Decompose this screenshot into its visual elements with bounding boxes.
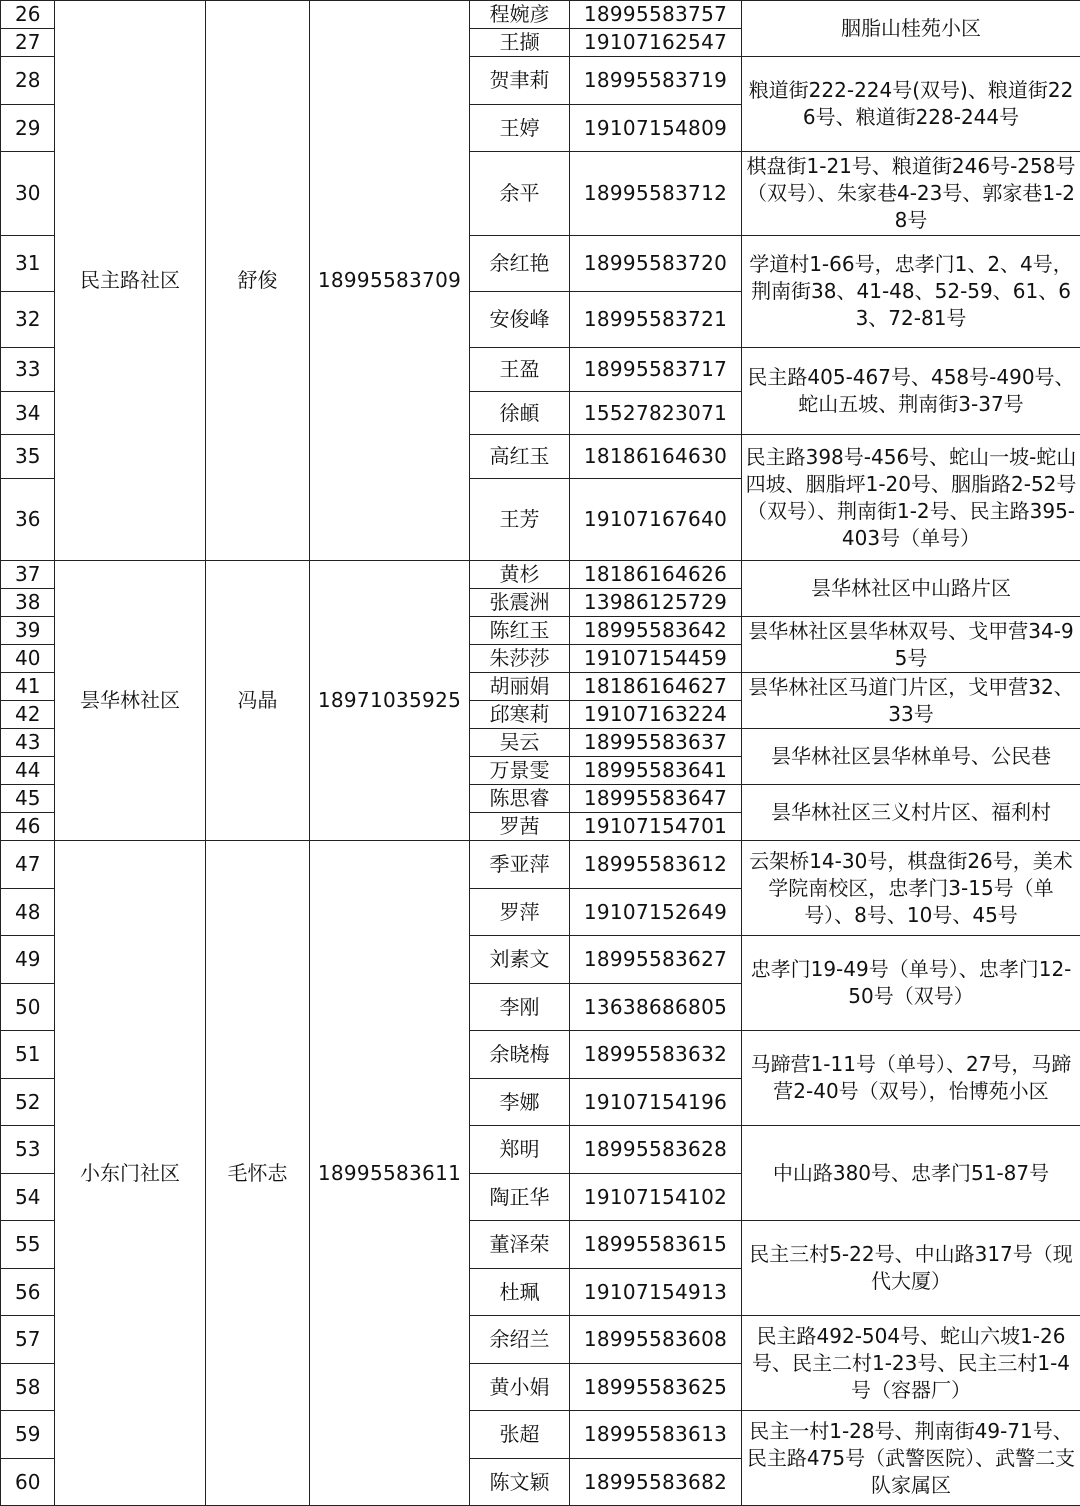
- grid-member-phone: 19107154459: [570, 645, 742, 673]
- row-number: 30: [1, 152, 55, 236]
- grid-member-phone: 18995583719: [570, 57, 742, 105]
- grid-member-name: 邱寒莉: [470, 701, 570, 729]
- grid-member-phone: 19107154913: [570, 1269, 742, 1316]
- community-leader: 冯晶: [206, 561, 310, 841]
- row-number: 42: [1, 701, 55, 729]
- grid-member-phone: 18995583612: [570, 841, 742, 889]
- grid-member-phone: 19107167640: [570, 479, 742, 561]
- grid-member-name: 余平: [470, 152, 570, 236]
- leader-phone: 18995583709: [310, 1, 470, 561]
- row-number: 54: [1, 1174, 55, 1221]
- grid-member-phone: 13986125729: [570, 589, 742, 617]
- grid-member-phone: 18995583712: [570, 152, 742, 236]
- grid-member-name: 余红艳: [470, 236, 570, 292]
- service-area: 民主一村1-28号、荆南街49-71号、民主路475号（武警医院）、武警二支队家属区: [742, 1411, 1080, 1506]
- grid-member-phone: 18995583642: [570, 617, 742, 645]
- service-area: 昙华林社区昙华林单号、公民巷: [742, 729, 1080, 785]
- grid-member-name: 郑明: [470, 1126, 570, 1174]
- grid-member-name: 刘素文: [470, 936, 570, 984]
- row-number: 40: [1, 645, 55, 673]
- grid-member-phone: 18995583647: [570, 785, 742, 813]
- grid-member-name: 陈红玉: [470, 617, 570, 645]
- community-leader: 毛怀志: [206, 841, 310, 1506]
- grid-member-phone: 18995583637: [570, 729, 742, 757]
- grid-member-name: 张超: [470, 1411, 570, 1459]
- grid-member-name: 黄小娟: [470, 1364, 570, 1411]
- grid-member-name: 程婉彦: [470, 1, 570, 29]
- service-area: 马蹄营1-11号（单号）、27号，马蹄营2-40号（双号），怡博苑小区: [742, 1031, 1080, 1126]
- row-number: 48: [1, 889, 55, 936]
- grid-member-name: 贺聿莉: [470, 57, 570, 105]
- row-number: 33: [1, 348, 55, 392]
- grid-member-name: 李刚: [470, 984, 570, 1031]
- service-area: 昙华林社区马道门片区，戈甲营32、33号: [742, 673, 1080, 729]
- grid-member-name: 罗茜: [470, 813, 570, 841]
- row-number: 32: [1, 292, 55, 348]
- grid-member-name: 董泽荣: [470, 1221, 570, 1269]
- service-area: 棋盘街1-21号、粮道街246号-258号（双号）、朱家巷4-23号、郭家巷1-28号: [742, 152, 1080, 236]
- row-number: 35: [1, 435, 55, 479]
- grid-member-name: 余绍兰: [470, 1316, 570, 1364]
- grid-member-name: 安俊峰: [470, 292, 570, 348]
- row-number: 49: [1, 936, 55, 984]
- grid-member-phone: 19107154196: [570, 1079, 742, 1126]
- grid-member-name: 万景雯: [470, 757, 570, 785]
- table-row: [1, 1, 1080, 29]
- grid-member-phone: 18186164626: [570, 561, 742, 589]
- row-number: 53: [1, 1126, 55, 1174]
- row-number: 34: [1, 392, 55, 435]
- grid-member-phone: 18186164627: [570, 673, 742, 701]
- row-number: 27: [1, 29, 55, 57]
- grid-member-name: 徐頔: [470, 392, 570, 435]
- grid-member-phone: 13638686805: [570, 984, 742, 1031]
- grid-member-phone: 19107162547: [570, 29, 742, 57]
- row-number: 44: [1, 757, 55, 785]
- grid-member-name: 陈思睿: [470, 785, 570, 813]
- leader-phone: 18995583611: [310, 841, 470, 1506]
- service-area: 民主三村5-22号、中山路317号（现代大厦）: [742, 1221, 1080, 1316]
- row-number: 51: [1, 1031, 55, 1079]
- grid-member-phone: 18995583628: [570, 1126, 742, 1174]
- service-area: 民主路492-504号、蛇山六坡1-26号、民主二村1-23号、民主三村1-4号（容器厂）: [742, 1316, 1080, 1411]
- grid-member-name: 王撷: [470, 29, 570, 57]
- grid-member-phone: 19107152649: [570, 889, 742, 936]
- grid-member-phone: 18995583615: [570, 1221, 742, 1269]
- grid-member-phone: 19107154701: [570, 813, 742, 841]
- grid-member-phone: 18995583641: [570, 757, 742, 785]
- row-number: 28: [1, 57, 55, 105]
- row-number: 47: [1, 841, 55, 889]
- row-number: 31: [1, 236, 55, 292]
- grid-member-name: 王芳: [470, 479, 570, 561]
- grid-member-name: 王盈: [470, 348, 570, 392]
- grid-member-phone: 19107163224: [570, 701, 742, 729]
- community-name: 昙华林社区: [55, 561, 206, 841]
- grid-member-name: 陶正华: [470, 1174, 570, 1221]
- service-area: 云架桥14-30号，棋盘街26号，美术学院南校区，忠孝门3-15号（单号）、8号、10号、45号: [742, 841, 1080, 936]
- grid-member-phone: 18995583627: [570, 936, 742, 984]
- service-area: 民主路405-467号、458号-490号、蛇山五坡、荆南街3-37号: [742, 348, 1080, 435]
- community-leader: 舒俊: [206, 1, 310, 561]
- grid-member-name: 高红玉: [470, 435, 570, 479]
- grid-member-name: 胡丽娟: [470, 673, 570, 701]
- grid-member-name: 王婷: [470, 105, 570, 152]
- row-number: 57: [1, 1316, 55, 1364]
- grid-member-phone: 18995583608: [570, 1316, 742, 1364]
- grid-member-name: 黄杉: [470, 561, 570, 589]
- row-number: 55: [1, 1221, 55, 1269]
- row-number: 60: [1, 1459, 55, 1506]
- leader-phone: 18971035925: [310, 561, 470, 841]
- service-area: 中山路380号、忠孝门51-87号: [742, 1126, 1080, 1221]
- service-area: 昙华林社区三义村片区、福利村: [742, 785, 1080, 841]
- grid-member-name: 余晓梅: [470, 1031, 570, 1079]
- row-number: 56: [1, 1269, 55, 1316]
- row-number: 45: [1, 785, 55, 813]
- grid-member-phone: 18186164630: [570, 435, 742, 479]
- service-area: 忠孝门19-49号（单号）、忠孝门12-50号（双号）: [742, 936, 1080, 1031]
- row-number: 59: [1, 1411, 55, 1459]
- grid-member-phone: 18995583720: [570, 236, 742, 292]
- service-area: 胭脂山桂苑小区: [742, 1, 1080, 57]
- grid-member-phone: 18995583625: [570, 1364, 742, 1411]
- table-row: [1, 561, 1080, 589]
- grid-member-phone: 18995583632: [570, 1031, 742, 1079]
- row-number: 46: [1, 813, 55, 841]
- row-number: 50: [1, 984, 55, 1031]
- community-name: 小东门社区: [55, 841, 206, 1506]
- grid-member-phone: 18995583757: [570, 1, 742, 29]
- grid-member-phone: 18995583721: [570, 292, 742, 348]
- service-area: 学道村1-66号，忠孝门1、2、4号，荆南街38、41-48、52-59、61、63、72-81号: [742, 236, 1080, 348]
- grid-member-name: 李娜: [470, 1079, 570, 1126]
- service-area: 粮道街222-224号(双号)、粮道街226号、粮道街228-244号: [742, 57, 1080, 152]
- row-number: 43: [1, 729, 55, 757]
- community-name: 民主路社区: [55, 1, 206, 561]
- row-number: 37: [1, 561, 55, 589]
- grid-member-name: 张震洲: [470, 589, 570, 617]
- row-number: 52: [1, 1079, 55, 1126]
- grid-member-phone: 19107154809: [570, 105, 742, 152]
- grid-member-phone: 15527823071: [570, 392, 742, 435]
- grid-member-name: 陈文颖: [470, 1459, 570, 1506]
- grid-member-name: 朱莎莎: [470, 645, 570, 673]
- row-number: 58: [1, 1364, 55, 1411]
- service-area: 昙华林社区中山路片区: [742, 561, 1080, 617]
- service-area: 民主路398号-456号、蛇山一坡-蛇山四坡、胭脂坪1-20号、胭脂路2-52号（双号）、荆南街1-2号、民主路395-403号（单号）: [742, 435, 1080, 561]
- row-number: 29: [1, 105, 55, 152]
- grid-member-phone: 19107154102: [570, 1174, 742, 1221]
- grid-member-name: 季亚萍: [470, 841, 570, 889]
- grid-member-name: 吴云: [470, 729, 570, 757]
- grid-member-phone: 18995583613: [570, 1411, 742, 1459]
- table-row: [1, 841, 1080, 889]
- row-number: 39: [1, 617, 55, 645]
- grid-member-name: 罗萍: [470, 889, 570, 936]
- row-number: 36: [1, 479, 55, 561]
- grid-member-phone: 18995583682: [570, 1459, 742, 1506]
- service-area: 昙华林社区昙华林双号、戈甲营34-95号: [742, 617, 1080, 673]
- row-number: 41: [1, 673, 55, 701]
- row-number: 26: [1, 1, 55, 29]
- row-number: 38: [1, 589, 55, 617]
- grid-member-phone: 18995583717: [570, 348, 742, 392]
- grid-member-name: 杜珮: [470, 1269, 570, 1316]
